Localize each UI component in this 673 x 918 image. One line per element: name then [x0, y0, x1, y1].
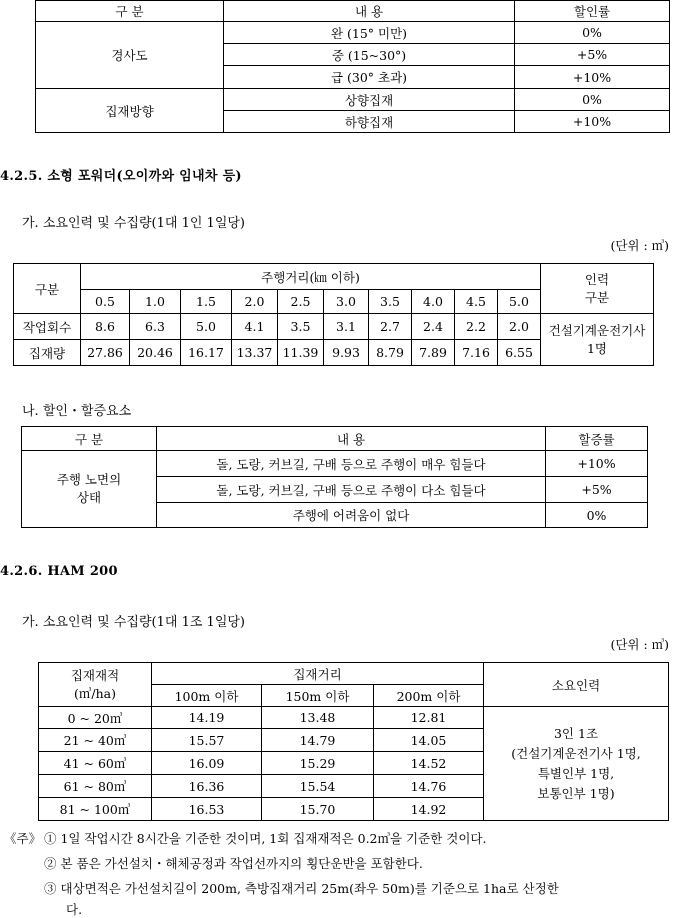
row-header-category: 구분 [14, 264, 81, 314]
note-item-continued: 다. [66, 902, 83, 917]
col-header-distance: 4.0 [412, 290, 455, 314]
row-label-volume: 0 ~ 20㎥ [39, 707, 152, 729]
cell-value: 2.4 [412, 314, 455, 340]
col-header-dist-100: 100m 이하 [152, 685, 262, 707]
cell-value: 9.93 [324, 340, 369, 366]
col-header-category: 구 분 [36, 1, 224, 22]
cell-yield: 16.09 [152, 752, 262, 775]
cell-content: 돌, 도랑, 커브길, 구배 등으로 주행이 매우 힘들다 [157, 451, 546, 477]
cell-content: 돌, 도랑, 커브길, 구배 등으로 주행이 다소 힘들다 [157, 477, 546, 503]
row-group-direction: 집재방향 [36, 89, 224, 133]
cell-rate: +10% [546, 451, 648, 477]
cell-value: 6.3 [130, 314, 181, 340]
cell-yield: 14.52 [374, 752, 484, 775]
row-group-slope: 경사도 [36, 22, 224, 89]
col-header-distance: 1.5 [181, 290, 232, 314]
cell-value: 8.6 [81, 314, 130, 340]
cell-rate: 0% [515, 89, 670, 111]
cell-value: 5.0 [181, 314, 232, 340]
cell-yield: 14.05 [374, 729, 484, 752]
row-group-road-surface: 주행 노면의 상태 [22, 451, 157, 528]
cell-yield: 14.76 [374, 775, 484, 798]
col-header-distance: 2.0 [232, 290, 278, 314]
cell-yield: 14.92 [374, 798, 484, 821]
col-header-labor: 소요인력 [484, 663, 669, 707]
cell-yield: 15.54 [262, 775, 374, 798]
cell-value: 7.89 [412, 340, 455, 366]
cell-yield: 12.81 [374, 707, 484, 729]
notes-marker: 《주》 [4, 831, 42, 846]
cell-value: 2.7 [369, 314, 412, 340]
cell-value: 4.1 [232, 314, 278, 340]
subheading-manpower-yield: 가. 소요인력 및 수집량(1대 1인 1일당) [22, 216, 246, 231]
row-label-volume: 81 ~ 100㎥ [39, 798, 152, 821]
cell-value: 13.37 [232, 340, 278, 366]
cell-labor: 건설기계운전기사 1명 [541, 314, 654, 366]
cell-rate: +10% [515, 66, 670, 89]
col-header-dist-200: 200m 이하 [374, 685, 484, 707]
cell-yield: 14.79 [262, 729, 374, 752]
cell-yield: 16.36 [152, 775, 262, 798]
cell-rate: +5% [546, 477, 648, 503]
col-header-rate: 할증률 [546, 427, 648, 451]
subheading-manpower-yield: 가. 소요인력 및 수집량(1대 1조 1일당) [22, 615, 246, 630]
forwarder-yield-table [13, 263, 654, 366]
col-header-distance: 3.5 [369, 290, 412, 314]
cell-yield: 13.48 [262, 707, 374, 729]
cell-content: 상향집재 [224, 89, 515, 111]
section-heading-small-forwarder: 4.2.5. 소형 포워더(오이까와 임내차 등) [0, 169, 242, 184]
section-heading-ham200: 4.2.6. HAM 200 [0, 564, 118, 579]
col-header-distance: 4.5 [455, 290, 498, 314]
cell-rate: +10% [515, 111, 670, 133]
unit-label: (단위 : ㎥) [610, 238, 669, 253]
cell-value: 6.55 [498, 340, 541, 366]
cell-value: 2.0 [498, 314, 541, 340]
cell-value: 7.16 [455, 340, 498, 366]
cell-yield: 15.57 [152, 729, 262, 752]
col-header-distance: 1.0 [130, 290, 181, 314]
col-header-dist-150: 150m 이하 [262, 685, 374, 707]
discount-table-slope [35, 0, 670, 133]
cell-yield: 15.70 [262, 798, 374, 821]
col-header-distance: 0.5 [81, 290, 130, 314]
cell-labor: 3인 1조 (건설기계운전기사 1명, 특별인부 1명, 보통인부 1명) [484, 707, 669, 821]
cell-yield: 16.53 [152, 798, 262, 821]
col-header-content: 내 용 [224, 1, 515, 22]
cell-rate: 0% [546, 503, 648, 528]
note-item: ① 1일 작업시간 8시간을 기준한 것이며, 1회 집재재적은 0.2㎥을 기준한 것이다. [44, 831, 487, 846]
cell-value: 8.79 [369, 340, 412, 366]
cell-yield: 15.29 [262, 752, 374, 775]
group-header-distance: 주행거리(㎞ 이하) [81, 264, 541, 290]
cell-content: 완 (15° 미만) [224, 22, 515, 44]
col-header-volume: 집재재적 (㎥/ha) [39, 663, 152, 707]
cell-yield: 14.19 [152, 707, 262, 729]
cell-value: 27.86 [81, 340, 130, 366]
cell-value: 20.46 [130, 340, 181, 366]
note-item: ② 본 품은 가선설치・해체공정과 작업선까지의 횡단운반을 포함한다. [44, 856, 423, 871]
cell-value: 3.5 [278, 314, 324, 340]
col-header-rate: 할인률 [515, 1, 670, 22]
col-header-distance: 5.0 [498, 290, 541, 314]
col-header-distance: 3.0 [324, 290, 369, 314]
row-label-volume: 61 ~ 80㎥ [39, 775, 152, 798]
note-item: ③ 대상면적은 가선설치길이 200m, 측방집재거리 25m(좌우 50m)를 기준으로 1ha로 산정한 [44, 881, 559, 896]
cell-value: 11.39 [278, 340, 324, 366]
row-label-yield: 집재량 [14, 340, 81, 366]
cell-value: 2.2 [455, 314, 498, 340]
unit-label: (단위 : ㎥) [610, 637, 669, 652]
cell-value: 16.17 [181, 340, 232, 366]
cell-rate: +5% [515, 44, 670, 66]
cell-rate: 0% [515, 22, 670, 44]
subheading-discount-factors: 나. 할인・할증요소 [22, 404, 132, 419]
ham200-yield-table [38, 662, 669, 821]
col-header-labor: 인력 구분 [541, 264, 654, 314]
col-header-content: 내 용 [157, 427, 546, 451]
cell-value: 3.1 [324, 314, 369, 340]
group-header-distance: 집재거리 [152, 663, 484, 685]
col-header-category: 구 분 [22, 427, 157, 451]
row-label-volume: 21 ~ 40㎥ [39, 729, 152, 752]
cell-content: 하향집재 [224, 111, 515, 133]
surcharge-table-road [21, 426, 648, 528]
cell-content: 급 (30° 초과) [224, 66, 515, 89]
cell-content: 중 (15~30°) [224, 44, 515, 66]
row-label-trips: 작업회수 [14, 314, 81, 340]
col-header-distance: 2.5 [278, 290, 324, 314]
cell-content: 주행에 어려움이 없다 [157, 503, 546, 528]
row-label-volume: 41 ~ 60㎥ [39, 752, 152, 775]
